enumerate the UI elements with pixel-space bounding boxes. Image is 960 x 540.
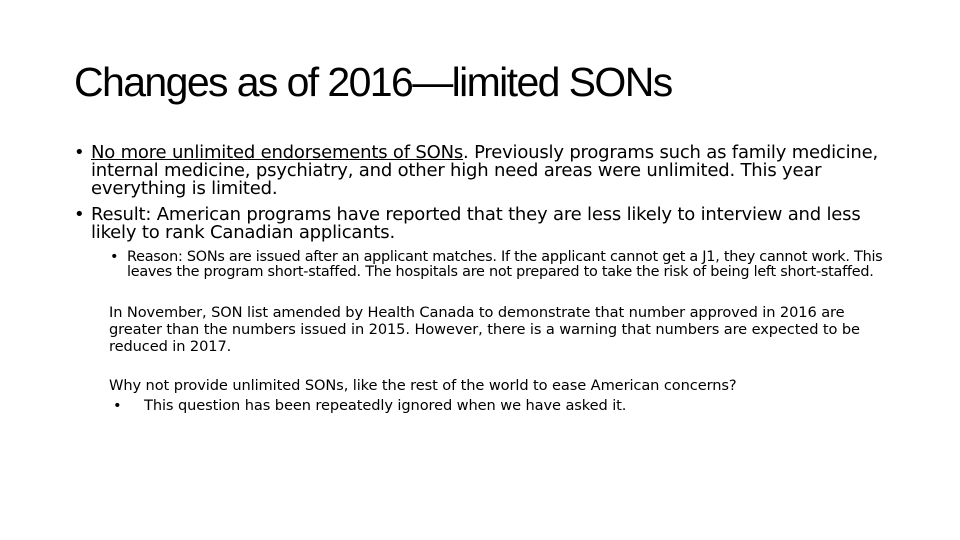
bullet-text: Result: American programs have reported that they are less likely to interview and less likely to rank Canadian applicants. <box>91 204 861 243</box>
question-text: Why not provide unlimited SONs, like the rest of the world to ease American concerns? <box>109 377 737 394</box>
slide-title: Changes as of 2016—limited SONs <box>74 59 672 105</box>
sub-bullet-reason <box>110 250 894 280</box>
sub-bullet-text: Reason: SONs are issued after an applicant matches. If the applicant cannot get a J1, they cannot work. This leaves the program short-staffed. The hospitals are not prepared to take the risk of being left short-staffed. <box>127 249 883 280</box>
question-bullet <box>109 397 894 414</box>
bullet-text: . Previously programs such as family medicine, internal medicine, psychiatry, and other high need areas were unlimited. This year everything is limited. <box>91 142 879 199</box>
bullet-unlimited-endorsements <box>74 144 894 198</box>
slide-body <box>74 144 894 414</box>
bullet-dot-icon: • <box>74 142 85 163</box>
paragraph-question <box>109 377 894 414</box>
bullet-dot-icon: • <box>113 397 122 414</box>
bullet-result <box>74 206 894 242</box>
bullet-dot-icon: • <box>110 249 119 265</box>
paragraph-november: In November, SON list amended by Health Canada to demonstrate that number approved in 2016 are greater than the numbers issued in 2015. However, there is a warning that numbers are expected to be reduced in 2017. <box>109 304 860 355</box>
bullet-underlined-heading: No more unlimited endorsements of SONs <box>91 142 464 163</box>
bullet-dot-icon: • <box>74 204 85 225</box>
question-bullet-text: This question has been repeatedly ignored when we have asked it. <box>144 397 627 414</box>
